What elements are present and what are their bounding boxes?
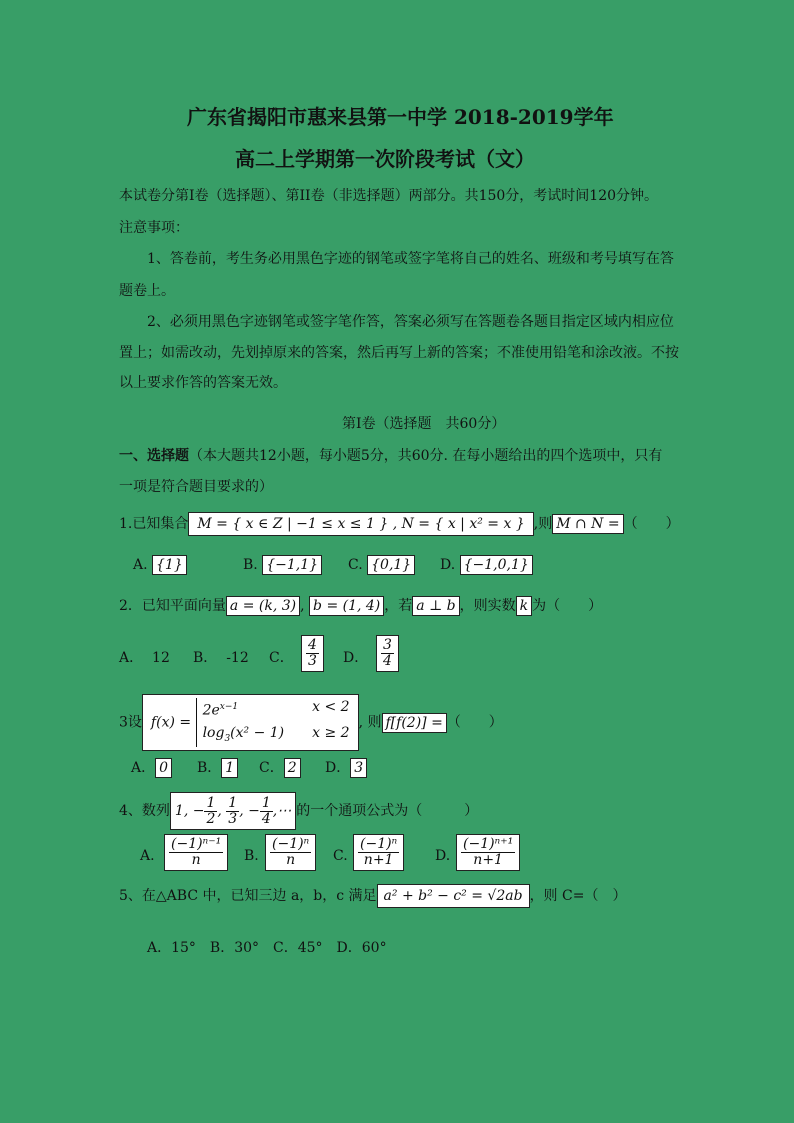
q3-option-b[interactable]: 1: [221, 758, 238, 778]
q3-case2-log: log: [202, 724, 225, 741]
q4-comma2: , −: [239, 803, 260, 819]
q3-option-a[interactable]: 0: [155, 758, 172, 778]
q1-option-d[interactable]: {−1,0,1}: [460, 555, 533, 575]
q3-case2-base: 3: [224, 733, 231, 744]
q3-mid: , 则: [358, 714, 382, 731]
q3-option-b-label: B．: [197, 760, 222, 776]
q4-option-d-numerator: (−1)ⁿ⁺¹: [463, 836, 514, 852]
q3-case2-argument: (x² − 1): [230, 724, 285, 741]
q4-option-c[interactable]: [353, 834, 404, 871]
q2-option-a-label: A．: [119, 650, 144, 666]
q2-separator: ,: [300, 598, 305, 614]
q1-set-definition: M = { x ∈ Z | −1 ≤ x ≤ 1 } , N = { x | x² = x }: [188, 512, 533, 536]
q3-option-d[interactable]: 3: [350, 758, 367, 778]
question-2: [119, 596, 602, 616]
q3-option-c[interactable]: 2: [284, 758, 301, 778]
q4-option-d-denominator: n+1: [473, 852, 503, 868]
q3-option-a-label: A．: [131, 760, 156, 776]
intro-paragraph: 本试卷分第I卷（选择题）、第II卷（非选择题）两部分。共150分，考试时间120分钟。: [119, 188, 659, 204]
q3-cases: [196, 698, 350, 747]
q2-option-d[interactable]: [376, 635, 399, 672]
q4-option-a-label: A.: [140, 848, 155, 864]
q4-option-b-denominator: n: [286, 852, 296, 868]
q2-mid2: ，则实数: [459, 598, 516, 614]
q4-option-d[interactable]: [456, 834, 520, 871]
q3-piecewise-function: [142, 694, 359, 751]
exam-title-line2: 高二上学期第一次阶段考试（文）: [235, 147, 535, 171]
q2-option-d-numerator: 3: [383, 637, 392, 653]
q2-vector-b: b = (1, 4): [309, 596, 384, 616]
q1-option-c[interactable]: {0,1}: [367, 555, 415, 575]
question-4: [119, 792, 478, 830]
q4-term3-numerator: 1: [228, 794, 238, 811]
q4-option-c-denominator: n+1: [363, 852, 394, 868]
q4-prefix: 4、数列: [119, 803, 170, 819]
q2-prefix: 2．已知平面向量: [119, 598, 226, 614]
q1-option-b-label: B.: [243, 557, 258, 573]
q3-case1-condition: x < 2: [312, 699, 350, 715]
q2-perpendicular-condition: a ⊥ b: [412, 596, 459, 616]
q2-mid: ，若: [384, 598, 413, 614]
q4-option-b[interactable]: [265, 834, 316, 871]
q4-term4-denominator: 4: [261, 810, 271, 827]
q4-option-c-label: C.: [333, 848, 348, 864]
q2-option-d-label: D．: [343, 650, 369, 666]
q1-option-a[interactable]: {1}: [152, 555, 187, 575]
q2-option-c[interactable]: [301, 635, 324, 672]
q1-intersection-expr: M ∩ N =: [552, 514, 623, 534]
q4-option-d-label: D.: [435, 848, 451, 864]
q4-term3-denominator: 3: [228, 810, 238, 827]
q1-option-a-label: A.: [133, 557, 148, 573]
q4-comma1: ,: [217, 803, 222, 819]
exam-title-line1: 广东省揭阳市惠来县第一中学 2018-2019学年: [187, 105, 614, 129]
q3-case2-condition: x ≥ 2: [312, 724, 350, 741]
q2-option-b[interactable]: -12: [226, 650, 249, 666]
part-label: 一、选择题: [119, 448, 189, 464]
q2-option-d-denominator: 4: [383, 653, 392, 669]
q1-prefix: 1.已知集合: [119, 516, 189, 532]
q3-option-d-label: D．: [325, 760, 351, 776]
q2-variable-k: k: [516, 596, 532, 616]
q4-option-b-numerator: (−1)ⁿ: [272, 836, 310, 852]
q5-prefix: 5、在△ABC 中，已知三边 a，b，c 满足: [119, 888, 377, 904]
q4-suffix: 的一个通项公式为（ ）: [296, 803, 479, 819]
q3-option-c-label: C．: [259, 760, 284, 776]
note-1-line-a: 1、答卷前，考生务必用黑色字迹的钢笔或签字笔将自己的姓名、班级和考号填写在答: [147, 251, 674, 267]
q4-term2-numerator: 1: [206, 794, 216, 811]
q2-vector-a: a = (k, 3): [226, 596, 300, 616]
q4-option-a-denominator: n: [191, 852, 201, 868]
q3-case1-exponent: x−1: [219, 702, 239, 712]
q3-prefix: 3设: [119, 714, 142, 731]
q4-sequence: [170, 792, 296, 830]
q3-suffix: （ ）: [446, 714, 503, 731]
question-5: [119, 884, 626, 908]
q1-suffix: （ ）: [623, 516, 680, 532]
q4-option-c-numerator: (−1)ⁿ: [360, 836, 398, 852]
q4-term4-numerator: 1: [261, 794, 271, 811]
note-2-line-c: 以上要求作答的答案无效。: [119, 375, 287, 391]
q4-sequence-end: ,⋯: [272, 803, 292, 819]
part-description-line2: 一项是符合题目要求的）: [119, 479, 273, 495]
notes-heading: 注意事项：: [119, 220, 189, 236]
q2-option-c-label: C．: [269, 650, 294, 666]
q5-options[interactable]: A．15° B．30° C．45° D．60°: [147, 940, 387, 956]
q2-option-c-numerator: 4: [308, 637, 317, 653]
q5-suffix: ，则 C=（ ）: [529, 888, 627, 904]
q2-option-b-label: B．: [193, 650, 218, 666]
q4-option-b-label: B.: [244, 848, 259, 864]
q1-mid: ,则: [533, 516, 553, 532]
note-2-line-b: 置上；如需改动，先划掉原来的答案，然后再写上新的答案；不准使用铅笔和涂改液。不按: [119, 345, 679, 361]
q4-option-a[interactable]: [164, 834, 228, 871]
q5-side-condition: a² + b² − c² = √2ab: [377, 884, 530, 908]
question-3: [119, 694, 503, 751]
question-1: [119, 512, 680, 536]
q3-case1-expr: 2e: [202, 702, 220, 719]
q4-sequence-start: 1, −: [174, 803, 205, 819]
q1-option-d-label: D.: [440, 557, 456, 573]
part-description: （本大题共12小题，每小题5分，共60分. 在每小题给出的四个选项中，只有: [189, 448, 663, 464]
q2-option-a[interactable]: 12: [152, 650, 170, 666]
q2-option-c-denominator: 3: [308, 653, 317, 669]
q1-option-b[interactable]: {−1,1}: [262, 555, 322, 575]
q1-option-c-label: C.: [348, 557, 363, 573]
q3-fx: f(x) =: [150, 714, 192, 731]
q4-term2-denominator: 2: [206, 810, 216, 827]
q4-option-a-numerator: (−1)ⁿ⁻¹: [171, 836, 222, 852]
part-heading: [119, 446, 662, 466]
note-2-line-a: 2、必须用黑色字迹钢笔或签字笔作答，答案必须写在答题卷各题目指定区域内相应位: [147, 314, 674, 330]
q2-suffix: 为（ ）: [532, 598, 603, 614]
note-1-line-b: 题卷上。: [119, 283, 175, 299]
q3-composition-expr: f[f(2)] =: [382, 713, 447, 733]
section-heading: 第I卷（选择题 共60分）: [342, 416, 506, 432]
